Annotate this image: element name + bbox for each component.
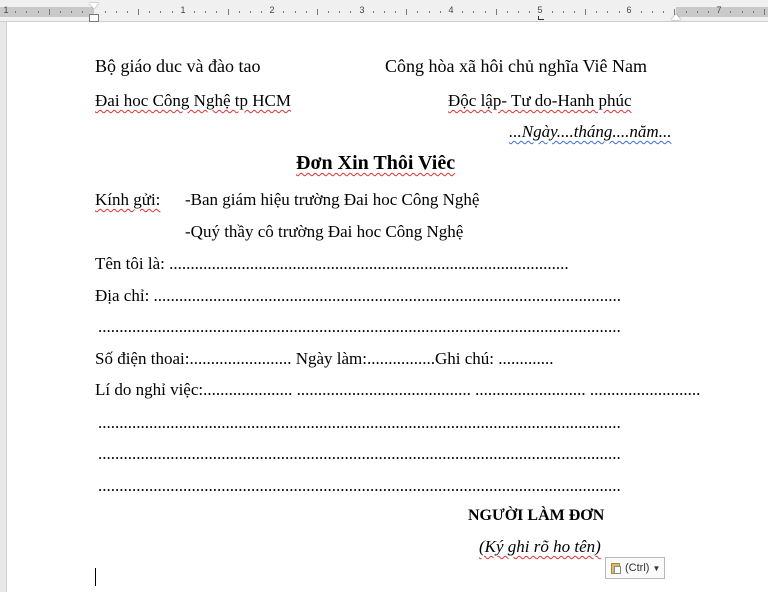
ruler-tick: [417, 11, 418, 13]
header-ministry: Bộ giáo duc và đào tao: [95, 56, 261, 76]
ruler-tick: [529, 11, 530, 13]
ruler-right-margin: [676, 7, 768, 17]
ruler-tick: [764, 9, 765, 15]
ruler-tick: [563, 11, 564, 13]
paste-options-label: (Ctrl): [625, 562, 650, 574]
ruler-tick: [406, 9, 407, 15]
ruler-tick: [105, 11, 106, 13]
ruler-tick: [350, 11, 351, 13]
ruler-tick: [619, 11, 620, 13]
phone-date-note-line: Số điện thoai:........................ Ngày làm:................Ghi chú: .............: [95, 349, 554, 368]
ruler-tick: [552, 11, 553, 13]
ruler-tick: [317, 9, 318, 15]
header-country: Công hòa xã hôi chủ nghĩa Viê Nam: [385, 56, 648, 76]
name-field-line: Tên tôi là: ..............................................................................................: [95, 254, 569, 273]
reason-continuation-line: ...........................................................................................................................: [98, 476, 621, 495]
ruler-tick: [194, 11, 195, 13]
ruler-tick: [607, 11, 608, 13]
ruler-tick: [585, 9, 586, 15]
ruler-number: 6: [626, 5, 632, 15]
ruler-tick: [697, 11, 698, 13]
ruler-tick: [574, 11, 575, 13]
ruler-tick: [462, 11, 463, 13]
ruler-number: 1: [180, 5, 186, 15]
ruler-tick: [373, 11, 374, 13]
address-continuation-line: ...........................................................................................................................: [98, 317, 621, 336]
ruler-tick: [708, 11, 709, 13]
ruler-tick: [49, 9, 50, 15]
ruler-tick: [38, 11, 39, 13]
ruler-number: 3: [359, 5, 365, 15]
ruler-tick: [116, 11, 117, 13]
ruler-tick: [641, 11, 642, 13]
ruler-tick: [742, 11, 743, 13]
ruler-tick: [328, 11, 329, 13]
ruler-tick: [730, 11, 731, 13]
ruler-tick: [384, 11, 385, 13]
ruler-number: 7: [716, 5, 722, 15]
ruler-tick: [686, 11, 687, 13]
ruler-tick: [663, 11, 664, 13]
ruler-tick: [205, 11, 206, 13]
ruler-tick: [261, 11, 262, 13]
signer-note: (Ký ghi rõ ho tên): [479, 537, 601, 556]
left-indent-marker[interactable]: [89, 14, 99, 22]
ruler-tick: [149, 11, 150, 13]
ruler-tick: [26, 11, 27, 13]
document-title: Đơn Xin Thôi Viêc: [296, 152, 456, 174]
ruler-number: 4: [448, 5, 454, 15]
ruler-tick: [496, 9, 497, 15]
ruler-tick: [15, 11, 16, 13]
ruler-tick: [518, 11, 519, 13]
right-indent-marker[interactable]: [671, 14, 681, 20]
ruler-tick: [753, 11, 754, 13]
ruler-tick: [473, 11, 474, 13]
ruler-tick: [306, 11, 307, 13]
recipient-label: Kính gửi:: [95, 190, 161, 209]
tab-stop-marker[interactable]: [538, 16, 544, 20]
signer-heading: NGƯỜI LÀM ĐƠN: [468, 507, 605, 524]
header-motto: Độc lập- Tư do-Hanh phúc: [448, 91, 632, 110]
ruler-tick: [596, 11, 597, 13]
ruler-tick: [138, 9, 139, 15]
text-cursor: [95, 568, 96, 586]
ruler-tick: [228, 9, 229, 15]
ruler-tick: [283, 11, 284, 13]
ruler-tick: [60, 11, 61, 13]
ruler-tick: [652, 11, 653, 13]
ruler-tick: [127, 11, 128, 13]
clipboard-icon: [610, 561, 622, 575]
reason-field-line: Lí do nghỉ việc:..................... ......................................... .......................... ..........................: [95, 380, 701, 399]
horizontal-ruler[interactable]: [0, 0, 768, 22]
ruler-tick: [507, 11, 508, 13]
reason-continuation-line: ...........................................................................................................................: [98, 444, 621, 463]
ruler-tick: [395, 11, 396, 13]
ruler-tick: [71, 11, 72, 13]
ruler-number: 5: [537, 5, 543, 15]
ruler-tick: [160, 11, 161, 13]
ruler-tick: [485, 11, 486, 13]
ruler-tick: [295, 11, 296, 13]
first-line-indent-marker[interactable]: [89, 3, 99, 9]
date-line: ...Ngày....tháng....năm...: [509, 122, 672, 141]
ruler-tick: [239, 11, 240, 13]
ruler-number: 1: [3, 5, 9, 15]
address-field-line: Địa chỉ: ..............................................................................................................: [95, 286, 622, 305]
chevron-down-icon: ▼: [652, 563, 661, 573]
header-university: Đai hoc Công Nghệ tp HCM: [95, 91, 291, 110]
ruler-tick: [339, 11, 340, 13]
ruler-tick: [250, 11, 251, 13]
ruler-tick: [440, 11, 441, 13]
reason-continuation-line: ...........................................................................................................................: [98, 413, 621, 432]
ruler-tick: [172, 11, 173, 13]
ruler-number: 2: [269, 5, 275, 15]
recipient-line-1: -Ban giám hiệu trường Đai hoc Công Nghệ: [185, 190, 480, 209]
recipient-line-2: -Quý thầy cô trường Đai hoc Công Nghệ: [185, 222, 464, 241]
ruler-tick: [216, 11, 217, 13]
ruler-tick: [82, 11, 83, 13]
ruler-tick: [429, 11, 430, 13]
document-page[interactable]: [6, 22, 768, 592]
paste-options-button[interactable]: [605, 557, 665, 579]
